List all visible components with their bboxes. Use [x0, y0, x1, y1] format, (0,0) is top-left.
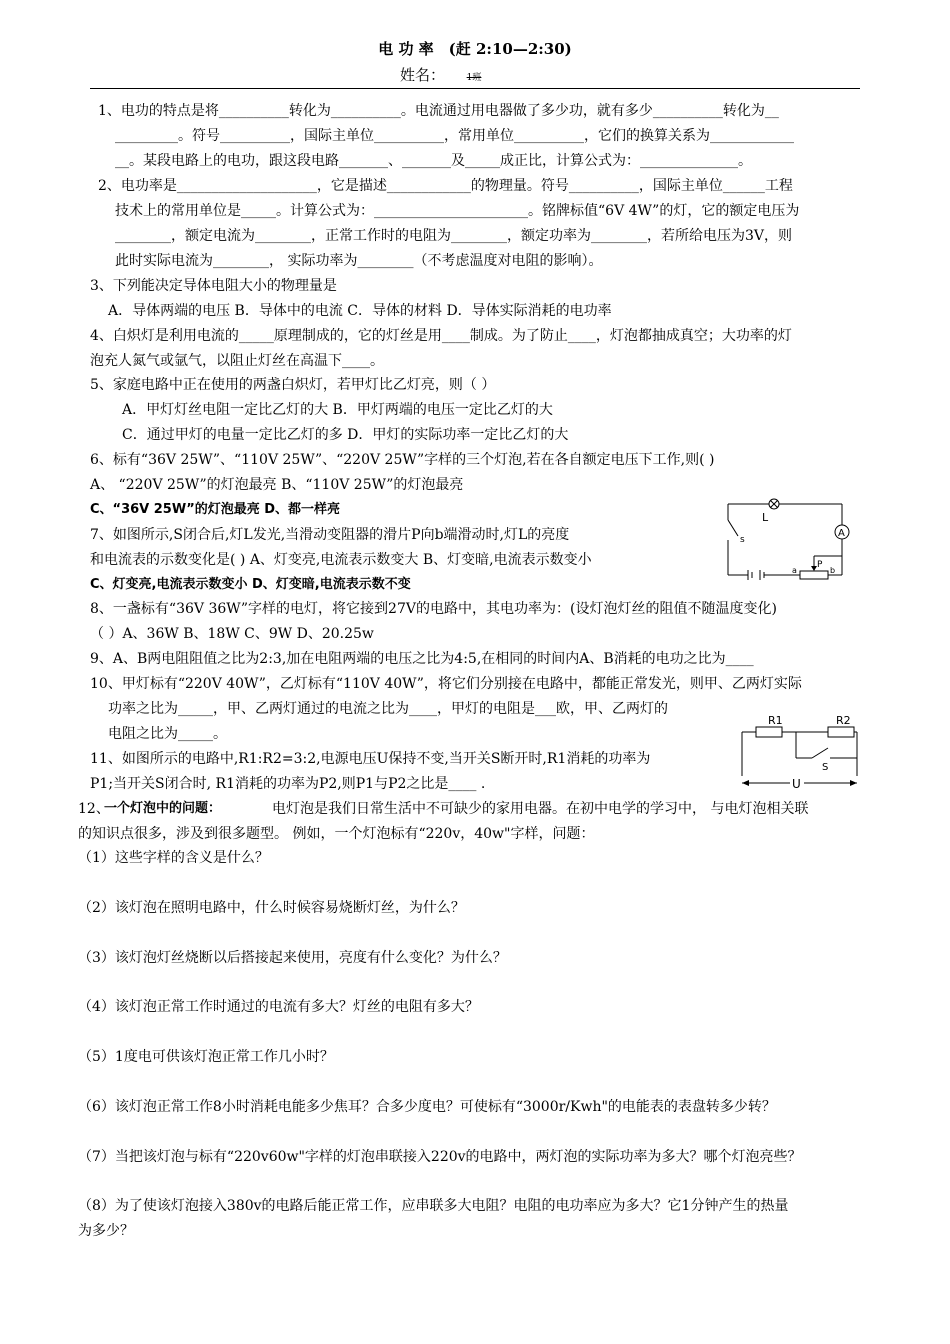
fig11-u-label: U [792, 777, 801, 791]
fig7-ammeter-label: A [838, 528, 845, 539]
text-line: 功率之比为_____，甲、乙两灯通过的电流之比为____，甲灯的电阻是___欧，甲、乙两灯的 [108, 701, 668, 717]
fig7-b-label: b [830, 566, 836, 575]
text-line: （6）该灯泡正常工作8小时消耗电能多少焦耳？合多少度电？可使标有“3000r/Kwh"的电能表的表盘转多少转？ [78, 1099, 776, 1115]
text-line: 10、甲灯标有“220V 40W”，乙灯标有“110V 40W”，将它们分别接在电路中，都能正常发光，则甲、乙两灯实际 [90, 676, 802, 692]
text-line: _________。符号__________，国际主单位__________，常用单位__________，它们的换算关系为____________ [115, 128, 794, 144]
name-field [400, 64, 503, 85]
fig7-slider-label: P [817, 560, 823, 570]
fig7-lamp-label: L [762, 511, 769, 524]
text-line: 5、家庭电路中正在使用的两盏白炽灯，若甲灯比乙灯亮，则（ ） [90, 377, 496, 393]
text-line: （4）该灯泡正常工作时通过的电流有多大？灯丝的电阻有多大？ [78, 999, 479, 1015]
text-line: 9、A、B两电阻阻值之比为2:3,加在电阻两端的电压之比为4:5,在相同的时间内A、B消耗的电功之比为____ [90, 651, 754, 667]
text-line: （1）这些字样的含义是什么？ [78, 850, 269, 866]
name-label: 姓名： [400, 66, 446, 84]
text-line: （5）1度电可供该灯泡正常工作几小时？ [78, 1049, 334, 1065]
header-divider [90, 88, 860, 89]
text-line: 3、下列能决定导体电阻大小的物理量是 [90, 278, 337, 294]
text-line: 一个灯泡中的问题： [104, 801, 222, 816]
text-line: （7）当把该灯泡与标有“220v60w"字样的灯泡串联接入220v的电路中，两灯泡的实际功率为多大？哪个灯泡亮些？ [78, 1149, 802, 1165]
text-line: 泡充人氮气或氩气，以阻止灯丝在高温下____。 [90, 353, 384, 369]
text-line: A．导体两端的电压 B．导体中的电流 C．导体的材料 D．导体实际消耗的电功率 [108, 303, 612, 319]
circuit-figure-q11 [740, 712, 860, 792]
text-line: __。某段电路上的电功，跟这段电路_______、_______及_____成正比，计算公式为：______________。 [115, 153, 752, 169]
text-line: 4、白炽灯是利用电流的_____原理制成的，它的灯丝是用____制成。为了防止____，灯泡都抽成真空；大功率的灯 [90, 328, 792, 344]
text-line: A．甲灯灯丝电阻一定比乙灯的大 B．甲灯两端的电压一定比乙灯的大 [122, 402, 553, 418]
text-line: 为多少？ [78, 1223, 134, 1239]
text-line: （3）该灯泡灯丝烧断以后搭接起来使用，亮度有什么变化？为什么？ [78, 950, 507, 966]
text-line: P1;当开关S闭合时, R1消耗的功率为P2,则P1与P2之比是____ . [90, 776, 486, 792]
text-line: （2）该灯泡在照明电路中，什么时候容易烧断灯丝，为什么？ [78, 900, 465, 916]
fig7-a-label: a [792, 566, 797, 575]
text-line: 6、标有“36V 25W”、“110V 25W”、“220V 25W”字样的三个灯泡,若在各自额定电压下工作,则( ) [90, 452, 715, 468]
name-value: 1班 [466, 73, 482, 83]
text-line: 电灯泡是我们日常生活中不可缺少的家用电器。在初中电学的学习中， 与电灯泡相关联 [272, 801, 809, 817]
page-title: 电 功 率 (赶 2:10—2:30) [378, 40, 572, 58]
text-line: （8）为了使该灯泡接入380v的电路后能正常工作，应串联多大电阻？电阻的电功率应为多大？它1分钟产生的热量 [78, 1198, 789, 1214]
text-line: 11、如图所示的电路中,R1:R2=3:2,电源电压U保持不变,当开关S断开时,R1消耗的功率为 [90, 751, 651, 767]
text-line: 和电流表的示数变化是( ) A、灯变亮,电流表示数变大 B、灯变暗,电流表示数变小 [90, 552, 592, 568]
fig11-r1-label: R1 [768, 714, 783, 727]
fig7-switch-label: s [740, 535, 745, 545]
text-line: C．通过甲灯的电量一定比乙灯的多 D．甲灯的实际功率一定比乙灯的大 [122, 427, 569, 443]
text-line: （ ）A、36W B、18W C、9W D、20.25w [90, 626, 374, 642]
fig11-switch-label: S [822, 762, 829, 773]
text-line: ________，额定电流为________，正常工作时的电阻为________，额定功率为________，若所给电压为3V，则 [115, 228, 793, 244]
text-line: 12、 [78, 801, 110, 817]
text-line: C、“36V 25W”的灯泡最亮 D、都一样亮 [90, 502, 341, 517]
text-line: 电阻之比为_____。 [108, 726, 227, 742]
text-line: 技术上的常用单位是_____。计算公式为：______________________。铭牌标值“6V 4W”的灯，它的额定电压为 [115, 203, 800, 219]
text-line: C、灯变亮,电流表示数变小 D、灯变暗,电流表示数不变 [90, 577, 411, 592]
text-line: A、 “220V 25W”的灯泡最亮 B、“110V 25W”的灯泡最亮 [90, 477, 464, 493]
circuit-figure-q7 [724, 492, 860, 584]
fig11-r2-label: R2 [836, 714, 851, 727]
text-line: 此时实际电流为________， 实际功率为________（不考虑温度对电阻的影响）。 [115, 253, 603, 269]
text-line: 1、电功的特点是将__________转化为__________。电流通过用电器做了多少功，就有多少__________转化为__ [98, 103, 779, 119]
text-line: 的知识点很多，涉及到很多题型。 例如，一个灯泡标有“220v，40w"字样，问题： [78, 826, 595, 842]
text-line: 8、一盏标有“36V 36W”字样的电灯，将它接到27V的电路中，其电功率为：(设灯泡灯丝的阻值不随温度变化) [90, 601, 777, 617]
text-line: 2、电功率是____________________，它是描述____________的物理量。符号__________，国际主单位______工程 [98, 178, 793, 194]
text-line: 7、如图所示,S闭合后,灯L发光,当滑动变阻器的滑片P向b端滑动时,灯L的亮度 [90, 527, 570, 543]
